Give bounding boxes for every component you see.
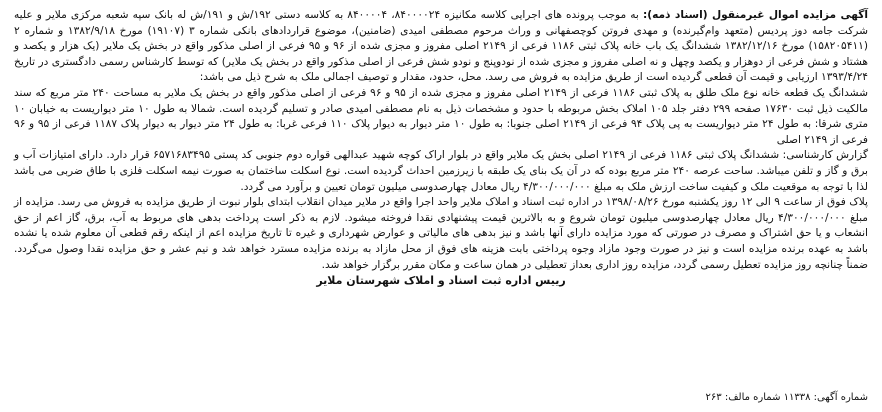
expert-report: گزارش کارشناسی: ششدانگ پلاک ثبتی ۱۱۸۶ فرعی از ۲۱۴۹ اصلی بخش یک ملایر واقع در بلوار اراک کوچه شهید عبدالهی قواره دوم جنوبی کد پستی ۶۵۷۱۶۸۳۴۹۵ قرار دارد. دارای امتیازات آب و برق و گاز و تلفن میباشد. ساحت عرصه ۲۴۰ متر مربع بوده که در آن یک بنای یک طبقه با زیرزمین احداث گردیده است. نوع اسکلت ساختمان به صورت نیمه اسکلت فلزی با طاق ضربی می باشد لذا با توجه به موقعیت ملک و کیفیت ساخت ارزش ملک به مبلغ ۴/۳۰۰/۰۰۰/۰۰۰ ریال معادل چهارصدوسی میلیون تومان تعیین و برآورد می گردد.: [14, 149, 868, 193]
notice-intro-paragraph: [14, 8, 868, 86]
property-description: ششدانگ یک قطعه خانه نوع ملک طلق به پلاک ثبتی ۱۱۸۶ فرعی از ۲۱۴۹ اصلی مفروز و مجزی شده از ۹۵ و ۹۶ فرعی از اصلی مذکور واقع در بخش یک ملایر به مساحت ۲۴۰ متر مربع که سند مالکیت ذیل ثبت ۱۷۶۳۰ صفحه ۲۹۹ دفتر جلد ۱۰۵ املاک بخش مربوطه با حدود و مشخصات ذیل به نام مصطفی امیدی صادر و تسلیم گردیده است. شمالا به طول ۱۰ متر دیواریست به خیابان ۱۰ متری شرقا: به طول ۲۴ متر دیواریست به پی پلاک ۹۴ فرعی از ۲۱۴۹ اصلی جنوبا: به طول ۱۰ متر دیوار به دیوار پلاک ۱۱۰ فرعی غربا: به طول ۲۴ متر دیوار به دیوار پلاک ۱۱۸۷ فرعی از ۹۵ و ۹۶ فرعی از ۲۱۴۹ اصلی: [14, 86, 869, 146]
notice-footer: شماره آگهی: ۱۱۳۳۸ شماره مالف: ۲۶۳: [705, 392, 868, 404]
notice-title: آگهی مزایده اموال غیرمنقول (اسناد ذمه):: [643, 9, 868, 21]
signature-line: رییس اداره ثبت اسناد و املاک شهرستان ملایر: [316, 274, 566, 288]
notice-intro: به موجب پرونده های اجرایی کلاسه مکانیزه ۸۴۰۰۰۰۲۴، ۸۴۰۰۰۰۴ به کلاسه دستی ۱۹۲/ش و ۱۹۱/ش له بانک سپه شعبه مرکزی ملایر و علیه شرکت جامه دوز پردیس (متعهد وام‌گیرنده) و مهدی فروتن کوچصفهانی و وراث مرحوم مصطفی امیدی (ضامنین)، موضوع قراردادهای بانکی شماره ۳ (۱۹۱۰۷) مورخ ۱۳۸۲/۹/۱۸ و شماره ۲ (۱۵۸۲۰۵۴۱۱) مورخ ۱۳۸۲/۱۲/۱۶ ششدانگ یک باب خانه پلاک ثبتی ۱۱۸۶ فرعی از ۲۱۴۹ اصلی مفروز و مجزی شده از ۹۶ و ۹۵ فرعی از اصلی مذکور واقع در بخش یک ملایر (یک هزار و یکصد و هشتاد و شش فرعی از دوهزار و یکصد وچهل و نه اصلی مفروز و مجزی شده از نودوپنج و نودو شش فرعی از اصلی مذکور واقع در بخش یک ملایر) که توسط کارشناس رسمی دادگستری در تاریخ ۱۳۹۳/۴/۲۴ ارزیابی و قیمت آن قطعی گردیده است از طریق مزایده به فروش می رسد. محل، حدود، مقدار و توصیف اجمالی ملک به شرح ذیل می باشد:: [14, 9, 868, 84]
auction-terms: پلاک فوق از ساعت ۹ الی ۱۲ روز یکشنبه مورخ ۱۳۹۸/۰۸/۲۶ در اداره ثبت اسناد و املاک ملایر واحد اجرا واقع در ملایر میدان انقلاب ابتدای بلوار نبوت از طریق مزایده به فروش می رسد. مزایده از مبلغ ۴/۳۰۰/۰۰۰/۰۰۰ ریال معادل چهارصدوسی میلیون تومان شروع و به بالاترین قیمت پیشنهادی نقدا فروخته میشود. لازم به ذکر است پرداخت بدهی های مربوط به آب، برق، گاز اعم از حق انشعاب و یا حق اشتراک و مصرف در صورتی که مورد مزایده دارای آنها باشد و نیز بدهی های مالیاتی و عوارض شهرداری و غیره تا تاریخ مزایده اعم از اینکه رقم قطعی آن معلوم شده یا نشده باشد به عهده برنده مزایده است و نیز در صورت وجود مازاد وجوه پرداختی بابت هزینه های فوق از محل مازاد به برنده مزایده مسترد خواهد شد و نیم عشر و حق مزایده نقدا وصول می‌گردد. ضمناً چنانچه روز مزایده تعطیل رسمی گردد، مزایده روز اداری بعداز تعطیلی در همان ساعت و مکان مقرر برگزار خواهد شد.: [14, 196, 868, 271]
